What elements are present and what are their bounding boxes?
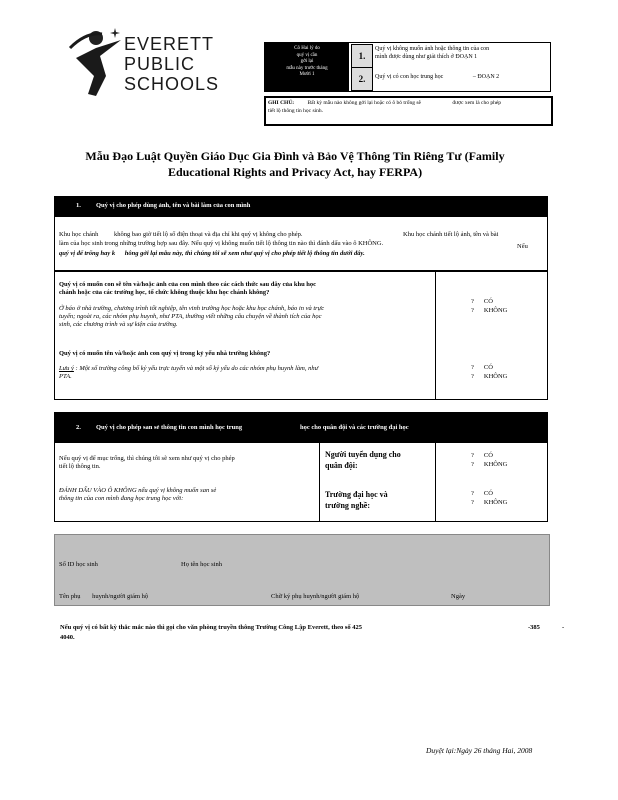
return-reason-label-line: Cô Hai lý do: [294, 46, 320, 51]
question-2-note: [59, 365, 429, 381]
q2-no-option[interactable]: [471, 372, 507, 381]
contact-text: Nếu quý vị có bất kỳ thắc mắc nào thì gọi cho văn phòng truyền thông Trường Công Lập Everett, theo số 425: [60, 624, 363, 631]
section-2-mark-rest: nếu quý vị không muốn san sẻ: [136, 487, 217, 494]
intro-text: không bao giờ tiết lộ số điện thoại và địa chỉ khi quý vị không cho phép.: [113, 231, 303, 238]
reason-2-line: Quý vị có con học trung học: [375, 74, 444, 80]
intro-line-2: [59, 240, 545, 248]
checkbox-icon[interactable]: ?: [471, 490, 474, 497]
recipient-military-line: Người tuyển dụng cho: [325, 450, 401, 459]
parent-name-field[interactable]: [59, 593, 148, 601]
question-1-note: [59, 305, 429, 329]
section-2-mark-bold: ĐÁNH DẤU VÀO Ô KHÔNG: [59, 487, 137, 494]
section-1-header: [54, 196, 548, 216]
contact-phone-dash: -: [562, 624, 565, 631]
page-title-line-1: Mẫu Đạo Luật Quyền Giáo Dục Gia Đình và Bảo Vệ Thông Tin Riêng Tư (Family: [85, 149, 505, 163]
reason-1-line-b: mình được dùng như giải thích ở ĐOẠN 1: [375, 53, 478, 60]
column-divider: [319, 443, 320, 521]
section-1-questions: [54, 270, 548, 400]
checkbox-icon[interactable]: ?: [471, 373, 474, 380]
section-2-mark-instructions: [59, 487, 314, 503]
reason-1-text: [375, 46, 489, 61]
q2-options: [471, 363, 507, 381]
return-reason-label-line: gởi lại: [300, 59, 314, 64]
military-yes-label: CÓ: [483, 452, 493, 459]
page-title: [60, 148, 530, 180]
military-no-option[interactable]: [471, 460, 507, 469]
note-box: [264, 96, 553, 126]
checkbox-icon[interactable]: ?: [471, 461, 474, 468]
q1-no-option[interactable]: [471, 306, 507, 315]
military-yes-option[interactable]: [471, 451, 507, 460]
q1-yes-option[interactable]: [471, 297, 507, 306]
contact-phone-end: 4040.: [60, 634, 75, 641]
question-1-note-line: sinh, các chương trình và sự kiện của trường.: [59, 321, 178, 328]
section-2-instruction-line: tiết lộ thông tin.: [59, 463, 101, 470]
return-reasons-box: [264, 42, 551, 92]
intro-text: hông gởi lại mẫu này, thì chúng tôi sẽ xem như quý vị cho phép tiết lộ thông tin dưới đây.: [124, 250, 365, 257]
q1-options: [471, 297, 507, 315]
note-line-1: [268, 100, 501, 107]
logo-line-1: EVERETT: [124, 34, 215, 54]
recipient-military: [325, 449, 401, 471]
q2-yes-label: CÓ: [483, 364, 493, 371]
star-icon: [110, 28, 120, 38]
reason-2-number: 2.: [351, 67, 373, 91]
note-label: GHI CHÚ:: [268, 100, 295, 106]
q1-yes-label: CÓ: [483, 298, 493, 305]
note-line-2: tiết lộ thông tin học sinh.: [268, 108, 323, 114]
intro-text: Khu học chánh: [59, 231, 99, 238]
section-2-header: [54, 412, 548, 442]
section-1-intro: [54, 216, 548, 272]
reason-2-suffix: – ĐOẠN 2: [472, 74, 500, 80]
page-title-line-2: Educational Rights and Privacy Act, hay FERPA): [167, 165, 423, 179]
column-divider: [435, 443, 436, 521]
colleges-yes-option[interactable]: [471, 489, 507, 498]
military-options: [471, 451, 507, 469]
q2-yes-option[interactable]: [471, 363, 507, 372]
question-2: Quý vị có muốn tên và/hoặc ảnh con quý vị trong kỷ yếu nhà trường không?: [59, 350, 271, 357]
checkbox-icon[interactable]: ?: [471, 499, 474, 506]
date-field[interactable]: Ngày: [451, 593, 466, 600]
checkbox-icon[interactable]: ?: [471, 298, 474, 305]
intro-text: Khu học chánh tiết lộ ảnh, tên và bài: [403, 231, 499, 238]
colleges-no-label: KHÔNG: [483, 499, 508, 506]
question-1-line-b: chánh hoặc của các trường học, tổ chức không thuộc khu học chánh không?: [59, 289, 270, 296]
column-divider: [435, 271, 436, 399]
contact-info: [60, 623, 565, 643]
q1-no-label: KHÔNG: [483, 307, 508, 314]
logo-line-2: PUBLIC: [124, 54, 196, 74]
logo-wordmark: [124, 34, 219, 94]
note-text-b: được xem là cho phép: [452, 100, 502, 106]
recipient-military-line: quân đội:: [325, 461, 358, 470]
colleges-options: [471, 489, 507, 507]
section-1-title: Quý vị cho phép dùng ảnh, tên và bài làm của con mình: [96, 202, 251, 209]
section-2-instructions: [59, 455, 314, 471]
intro-text: quý vị để trống hay k: [59, 250, 116, 257]
intro-text: Nếu: [517, 243, 528, 250]
student-name-field[interactable]: Họ tên học sinh: [181, 561, 222, 568]
recipient-colleges: [325, 489, 388, 511]
return-reason-label-line: mẫu này trước tháng: [286, 65, 328, 71]
contact-phone-part: -385: [528, 624, 540, 631]
running-figure-logo-icon: [66, 28, 126, 98]
section-1-number: 1.: [76, 202, 81, 209]
intro-line-3: [59, 250, 545, 258]
return-reasons-label: [265, 43, 349, 91]
return-reason-label-line: Mười 1: [299, 72, 315, 77]
note-text-a: Bất kỳ mẫu nào không gởi lại hoặc có ô bỏ trống sẽ: [307, 100, 421, 106]
question-1: [59, 281, 429, 297]
return-reason-label-line: quý vị cần: [296, 52, 318, 58]
question-2-note-label: Lưu ý: [59, 365, 74, 372]
checkbox-icon[interactable]: ?: [471, 364, 474, 371]
reason-2-text: [375, 74, 499, 82]
q2-no-label: KHÔNG: [483, 373, 508, 380]
reason-1-number: 1.: [351, 44, 373, 68]
intro-text: làm của học sinh trong những trường hợp sau đây. Nếu quý vị không muốn tiết lộ thông tin nào thì đánh dấu vào ô KHÔNG.: [59, 240, 384, 247]
signature-field[interactable]: Chữ ký phụ huynh/người giám hộ: [271, 593, 360, 600]
section-2-body: [54, 442, 548, 522]
intro-line-1: [59, 231, 545, 239]
question-2-note-line: : Một số trường công bố kỷ yếu trực tuyến và một số kỷ yếu do các nhóm phụ huynh làm, như: [75, 365, 319, 372]
student-info-box: [54, 534, 550, 606]
section-2-mark-line: thông tin của con mình đang học trung học với:: [59, 495, 184, 502]
recipient-colleges-line: trường nghề:: [325, 501, 371, 510]
checkbox-icon[interactable]: ?: [471, 452, 474, 459]
section-2-title-b: học cho quân đội và các trường đại học: [300, 424, 409, 431]
recipient-colleges-line: Trường đại học và: [325, 490, 388, 499]
logo-line-3: SCHOOLS: [124, 74, 220, 94]
question-1-note-line: tuyến; ngoài ra, các nhóm phụ huynh, như PTA, thường viết những câu chuyện về thành tích của học: [59, 313, 322, 320]
parent-name-label-b: huynh/người giám hộ: [92, 593, 149, 600]
question-1-line-a: Quý vị có muốn con sẽ tên và/hoặc ảnh của con mình theo các cách thức sau đây của khu học: [59, 281, 317, 288]
parent-name-label-a: Tên phụ: [59, 593, 81, 600]
reason-1-line-a: Quý vị không muốn ảnh hoặc thông tin của con: [375, 46, 490, 52]
question-2-note-line: PTA.: [59, 373, 72, 380]
colleges-yes-label: CÓ: [483, 490, 493, 497]
military-no-label: KHÔNG: [483, 461, 508, 468]
section-2-title-a: Quý vị cho phép san sẻ thông tin con mình học trung: [96, 424, 243, 431]
section-2-number: 2.: [76, 424, 81, 431]
question-1-note-line: Ở báo ở nhà trường, chương trình tốt nghiệp, tên vinh trường học hoặc khu học chánh, báo in và trực: [59, 305, 325, 312]
revision-date: Duyệt lại:Ngày 26 tháng Hai, 2008: [426, 746, 533, 755]
student-id-field[interactable]: Số ID học sinh: [59, 561, 98, 568]
section-2-instruction-line: Nếu quý vị để mục trống, thì chúng tôi sẽ xem như quý vị cho phép: [59, 455, 235, 462]
colleges-no-option[interactable]: [471, 498, 507, 507]
checkbox-icon[interactable]: ?: [471, 307, 474, 314]
